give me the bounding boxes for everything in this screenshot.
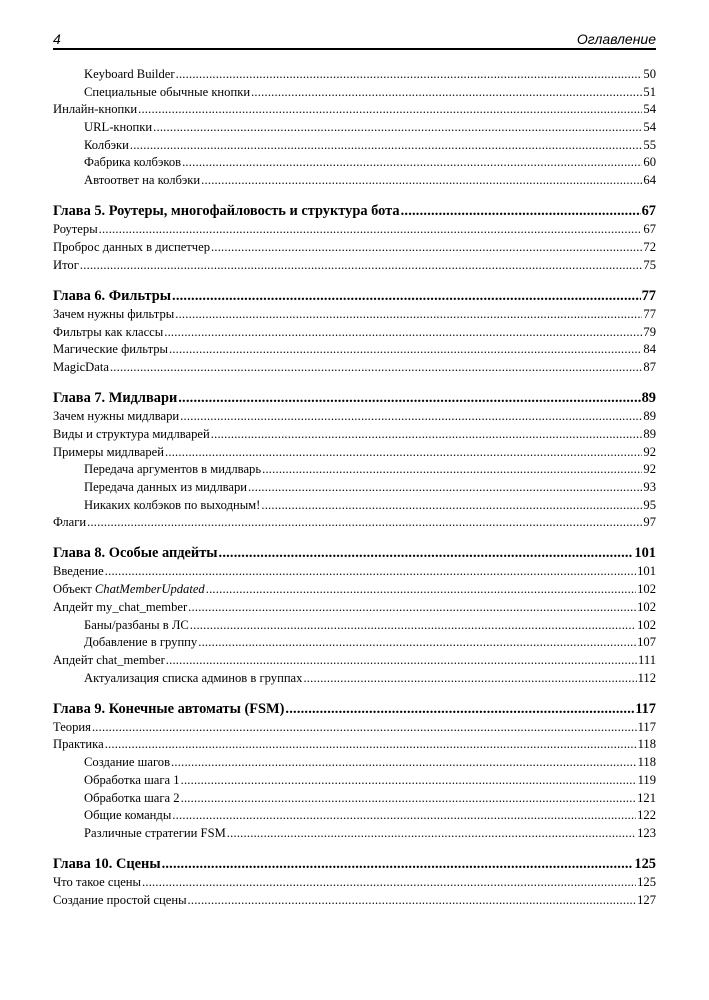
- toc-entry-page: 117: [637, 719, 656, 734]
- dot-leader: [169, 341, 642, 359]
- toc-entry-title: Практика: [53, 737, 104, 752]
- dot-leader: [142, 874, 636, 892]
- toc-entry-title: Keyboard Builder: [84, 67, 175, 81]
- toc-entry: [53, 599, 656, 617]
- toc-entry: [53, 84, 656, 102]
- toc-entry-title: Глава 8. Особые апдейты: [53, 545, 218, 562]
- toc-entry-title: Зачем нужны мидлвари: [53, 409, 180, 424]
- toc-entry: [53, 461, 656, 479]
- toc-entry: [53, 563, 656, 581]
- toc-entry-page: 54: [643, 102, 656, 117]
- dot-leader: [92, 719, 637, 737]
- dot-leader: [176, 66, 643, 84]
- toc-entry-title: Специальные обычные кнопки: [84, 84, 251, 99]
- toc-entry-title: MagicData: [53, 359, 109, 374]
- dot-leader: [99, 221, 643, 239]
- toc-entry-page: 122: [637, 808, 656, 823]
- toc-entry: [53, 172, 656, 190]
- toc-entry: [53, 221, 656, 239]
- toc-entry: [53, 634, 656, 652]
- toc-entry-page: 50: [643, 67, 656, 81]
- toc-entry: [53, 306, 656, 324]
- toc-entry-page: 95: [643, 497, 656, 512]
- dot-leader: [227, 825, 636, 843]
- toc-entry: [53, 617, 656, 635]
- toc-entry-title: Глава 5. Роутеры, многофайловость и структура бота: [53, 203, 400, 220]
- dot-leader: [211, 239, 642, 257]
- running-title: Оглавление: [576, 31, 656, 47]
- toc-entry-title: Общие команды: [84, 808, 172, 823]
- toc-entry-title: Итог: [53, 257, 79, 272]
- toc-entry-title: Создание простой сцены: [53, 892, 187, 907]
- page-number: 4: [53, 31, 61, 47]
- toc-entry-title: Проброс данных в диспетчер: [53, 240, 211, 254]
- dot-leader: [261, 497, 642, 515]
- dot-leader: [401, 201, 641, 221]
- dot-leader: [171, 754, 637, 772]
- toc-entry-title: Введение: [53, 564, 104, 579]
- toc-entry: [53, 444, 656, 462]
- dot-leader: [211, 426, 643, 444]
- toc-entry-page: 54: [643, 120, 656, 135]
- dot-leader: [172, 286, 641, 306]
- toc-entry-title: Автоответ на колбэки: [84, 173, 201, 188]
- toc-entry-page: 92: [643, 462, 656, 477]
- dot-leader: [178, 388, 640, 408]
- dot-leader: [166, 652, 637, 670]
- toc-entry-page: 84: [643, 342, 656, 357]
- toc-entry-page: 93: [643, 479, 656, 494]
- toc-entry-page: 79: [643, 324, 656, 339]
- toc-entry-title: Добавление в группу: [84, 635, 198, 650]
- dot-leader: [162, 854, 634, 874]
- toc-chapter-entry: [53, 543, 656, 563]
- toc-chapter-entry: [53, 201, 656, 221]
- toc-entry-page: 125: [634, 856, 656, 873]
- toc-entry: [53, 341, 656, 359]
- toc-entry-title: Магические фильтры: [53, 342, 168, 357]
- toc-entry-page: 89: [643, 409, 656, 424]
- toc-entry-page: 75: [643, 257, 656, 272]
- toc-entry-page: 89: [641, 390, 656, 407]
- toc-entry-title: URL-кнопки: [84, 120, 153, 135]
- dot-leader: [206, 581, 636, 599]
- toc-entry: [53, 825, 656, 843]
- toc-entry-title: Актуализация списка админов в группах: [84, 670, 303, 685]
- toc-entry-page: 118: [637, 755, 656, 770]
- toc-entry: [53, 807, 656, 825]
- toc-entry-title: Инлайн-кнопки: [53, 102, 138, 117]
- toc-entry-page: 119: [637, 772, 656, 787]
- toc-entry: [53, 874, 656, 892]
- toc-entry-page: 123: [637, 825, 656, 840]
- toc-entry-page: 111: [638, 652, 656, 667]
- toc-entry: [53, 239, 656, 257]
- table-of-contents: [53, 66, 656, 909]
- toc-entry-page: 112: [637, 670, 656, 685]
- toc-entry-page: 55: [643, 137, 656, 152]
- dot-leader: [80, 257, 643, 275]
- toc-entry-title: Никаких колбэков по выходным!: [84, 497, 261, 512]
- dot-leader: [153, 119, 642, 137]
- toc-entry: [53, 324, 656, 342]
- toc-entry: [53, 257, 656, 275]
- toc-entry-title: Передача аргументов в мидлварь: [84, 462, 262, 477]
- toc-entry: [53, 426, 656, 444]
- toc-entry-title: Баны/разбаны в ЛС: [84, 617, 189, 632]
- toc-entry: [53, 892, 656, 910]
- dot-leader: [188, 599, 636, 617]
- dot-leader: [181, 772, 637, 790]
- dot-leader: [138, 101, 642, 119]
- dot-leader: [182, 154, 642, 172]
- toc-entry-title: Глава 10. Сцены: [53, 856, 161, 873]
- dot-leader: [105, 563, 636, 581]
- toc-entry: [53, 154, 656, 172]
- toc-entry-title: Колбэки: [84, 137, 129, 152]
- toc-entry: [53, 772, 656, 790]
- toc-entry-page: 107: [637, 635, 656, 650]
- toc-entry: [53, 497, 656, 515]
- toc-chapter-entry: [53, 854, 656, 874]
- toc-entry: [53, 66, 656, 84]
- dot-leader: [262, 461, 642, 479]
- toc-entry-page: 101: [637, 564, 656, 579]
- toc-entry: [53, 137, 656, 155]
- toc-entry-page: 102: [637, 599, 656, 614]
- toc-entry-title: Фабрика колбэков: [84, 155, 182, 170]
- toc-entry-title: Различные стратегии FSM: [84, 825, 226, 840]
- dot-leader: [130, 137, 643, 155]
- toc-entry: [53, 670, 656, 688]
- toc-entry-page: 92: [643, 444, 656, 459]
- toc-entry: [53, 479, 656, 497]
- toc-entry-page: 77: [641, 287, 656, 304]
- toc-entry: [53, 119, 656, 137]
- toc-entry-title: Создание шагов: [84, 755, 171, 770]
- toc-entry-title: Передача данных из мидлвари: [84, 479, 248, 494]
- toc-entry-title: Глава 7. Мидлвари: [53, 390, 178, 407]
- dot-leader: [198, 634, 636, 652]
- toc-entry-page: 89: [643, 426, 656, 441]
- toc-entry-page: 101: [634, 545, 656, 562]
- dot-leader: [285, 699, 634, 719]
- toc-entry: [53, 719, 656, 737]
- toc-entry: [53, 754, 656, 772]
- toc-entry-title: Роутеры: [53, 222, 98, 237]
- toc-entry-title: Флаги: [53, 515, 87, 530]
- toc-entry-page: 102: [637, 617, 656, 632]
- toc-chapter-entry: [53, 388, 656, 408]
- toc-entry-title: Примеры мидлварей: [53, 444, 164, 459]
- dot-leader: [248, 479, 642, 497]
- toc-entry-title: Фильтры как классы: [53, 324, 164, 339]
- dot-leader: [175, 306, 642, 324]
- toc-entry-title: Обработка шага 2: [84, 790, 180, 805]
- toc-entry-page: 102: [637, 582, 656, 597]
- toc-entry-title: Апдейт chat_member: [53, 652, 165, 667]
- toc-entry-page: 121: [637, 790, 656, 805]
- toc-entry: [53, 514, 656, 532]
- toc-entry: [53, 652, 656, 670]
- toc-entry: [53, 581, 656, 599]
- toc-entry: [53, 101, 656, 119]
- dot-leader: [188, 892, 637, 910]
- toc-entry-title: Апдейт my_chat_member: [53, 599, 188, 614]
- toc-entry: [53, 359, 656, 377]
- toc-entry-title: Обработка шага 1: [84, 772, 180, 787]
- dot-leader: [190, 617, 636, 635]
- toc-chapter-entry: [53, 699, 656, 719]
- toc-entry-page: 118: [637, 737, 656, 752]
- toc-entry-page: 72: [643, 240, 656, 254]
- toc-entry-title: Что такое сцены: [53, 875, 142, 890]
- toc-entry-page: 117: [635, 700, 656, 717]
- dot-leader: [110, 359, 642, 377]
- dot-leader: [251, 84, 642, 102]
- dot-leader: [201, 172, 642, 190]
- toc-entry-page: 51: [643, 84, 656, 99]
- toc-entry-page: 60: [643, 155, 656, 170]
- toc-entry-title: Объект ChatMemberUpdated: [53, 582, 205, 597]
- toc-entry-title: Теория: [53, 719, 91, 734]
- dot-leader: [180, 408, 642, 426]
- toc-entry-page: 77: [643, 306, 656, 321]
- dot-leader: [165, 444, 642, 462]
- toc-entry: [53, 736, 656, 754]
- dot-leader: [164, 324, 642, 342]
- dot-leader: [172, 807, 636, 825]
- dot-leader: [87, 514, 642, 532]
- toc-entry-page: 67: [643, 222, 656, 237]
- toc-entry: [53, 408, 656, 426]
- dot-leader: [105, 736, 637, 754]
- toc-entry-title: Зачем нужны фильтры: [53, 306, 175, 321]
- toc-entry-title: Глава 6. Фильтры: [53, 287, 172, 304]
- toc-entry-page: 87: [643, 359, 656, 374]
- dot-leader: [181, 790, 637, 808]
- toc-entry-title: Виды и структура мидлварей: [53, 426, 210, 441]
- toc-entry-page: 97: [643, 515, 656, 530]
- dot-leader: [303, 670, 636, 688]
- toc-entry: [53, 790, 656, 808]
- dot-leader: [219, 543, 634, 563]
- toc-entry-page: 127: [637, 892, 656, 907]
- toc-entry-page: 125: [637, 875, 656, 890]
- toc-entry-page: 67: [641, 203, 656, 220]
- page-header: [53, 30, 656, 50]
- toc-entry-page: 64: [643, 173, 656, 188]
- toc-entry-title: Глава 9. Конечные автоматы (FSM): [53, 700, 285, 717]
- toc-chapter-entry: [53, 286, 656, 306]
